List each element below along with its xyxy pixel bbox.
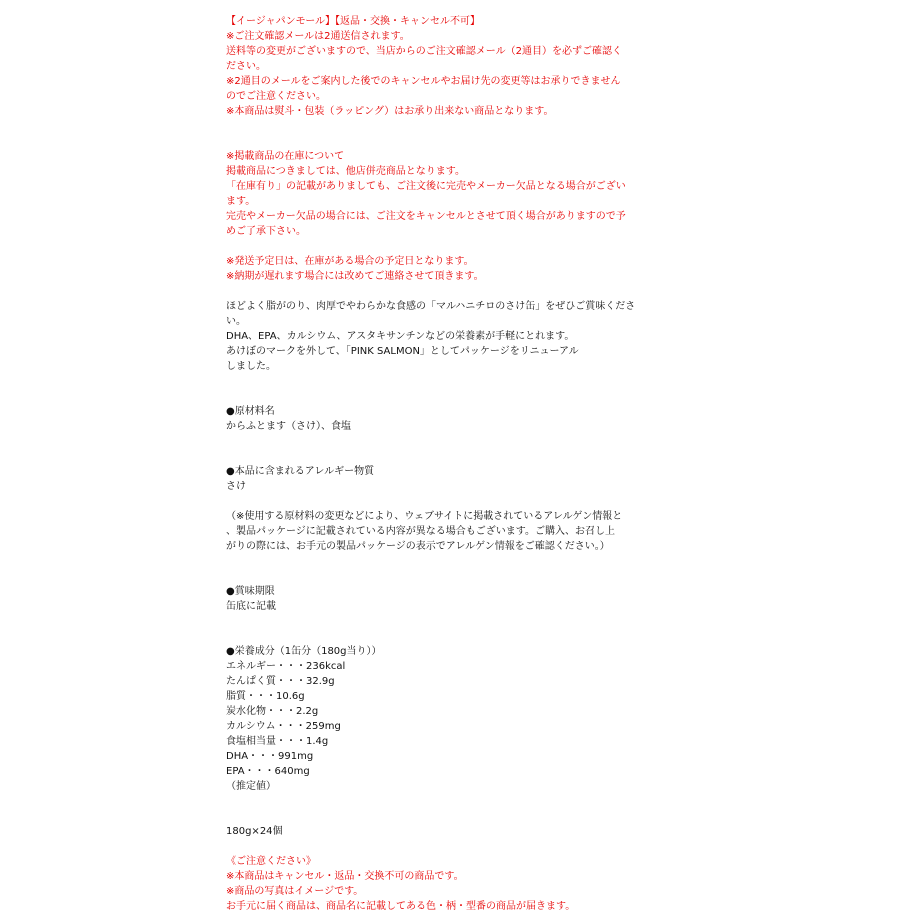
shipping-notice (226, 254, 666, 284)
notice-bottom-line: ※本商品はキャンセル・返品・交換不可の商品です。 (226, 871, 464, 882)
notice-top (226, 14, 666, 119)
notice-line: 送料等の変更がございますので、当店からのご注文確認メール（2通目）を必ずご確認く (226, 46, 622, 57)
notice-line: ※2通目のメールをご案内した後でのキャンセルやお届け先の変更等はお承りできません (226, 76, 621, 87)
intro-line: DHA、EPA、カルシウム、アスタキサンチンなどの栄養素が手軽にとれます。 (226, 331, 575, 342)
notice-line: のでご注意ください。 (226, 91, 326, 102)
notice-bottom-line: ※商品の写真はイメージです。 (226, 886, 364, 897)
nutrition-item: 炭水化物・・・2.2g (226, 706, 319, 717)
notice-bottom-line: 《ご注意ください》 (226, 856, 316, 867)
shipping-notice-line: ※納期が遅れます場合には改めてご連絡させて頂きます。 (226, 271, 484, 282)
intro-line: しました。 (226, 361, 276, 372)
intro-line: あけぼのマークを外して、「PINK SALMON」としてパッケージをリニューアル (226, 346, 579, 357)
expiry-section (226, 584, 666, 614)
ingredients-section (226, 404, 666, 434)
notice-line: ※ご注文確認メールは2通送信されます。 (226, 31, 410, 42)
expiry-value: 缶底に記載 (226, 601, 276, 612)
notice-line: ださい。 (226, 61, 266, 72)
intro-line: ほどよく脂がのり、肉厚でやわらかな食感の「マルハニチロのさけ缶」をぜひご賞味くださ (226, 301, 636, 312)
nutrition-item: たんぱく質・・・32.9g (226, 676, 335, 687)
ingredients-heading: ●原材料名 (226, 406, 275, 417)
notice-bottom (226, 854, 666, 914)
allergy-value: さけ (226, 481, 246, 492)
allergy-note-line: （※使用する原材料の変更などにより、ウェブサイトに掲載されているアレルゲン情報と (226, 511, 623, 522)
stock-notice-line: ※掲載商品の在庫について (226, 151, 345, 162)
notice-line: ※本商品は熨斗・包装（ラッピング）はお承り出来ない商品となります。 (226, 106, 554, 117)
allergy-section (226, 464, 666, 554)
stock-notice-line: 掲載商品につきましては、他店併売商品となります。 (226, 166, 465, 177)
stock-notice-line: ます。 (226, 196, 256, 207)
nutrition-item: 食塩相当量・・・1.4g (226, 736, 329, 747)
allergy-note-line: 、製品パッケージに記載されている内容が異なる場合もございます。ご購入、お召し上 (226, 526, 615, 537)
nutrition-item: EPA・・・640mg (226, 766, 310, 777)
stock-notice-line: 完売やメーカー欠品の場合には、ご注文をキャンセルとさせて頂く場合がありますので予 (226, 211, 626, 222)
stock-notice-line: 「在庫有り」の記載がありましても、ご注文後に完売やメーカー欠品となる場合がござい (226, 181, 626, 192)
stock-notice-line: めご了承下さい。 (226, 226, 306, 237)
expiry-heading: ●賞味期限 (226, 586, 275, 597)
nutrition-item: エネルギー・・・236kcal (226, 661, 346, 672)
nutrition-item: （推定値） (226, 781, 276, 792)
intro-line: い。 (226, 316, 246, 327)
nutrition-item: カルシウム・・・259mg (226, 721, 341, 732)
nutrition-item: DHA・・・991mg (226, 751, 314, 762)
nutrition-heading: ●栄養成分（1缶分（180g当り）） (226, 646, 382, 657)
nutrition-section (226, 644, 666, 794)
nutrition-item: 脂質・・・10.6g (226, 691, 305, 702)
notice-bottom-line: お手元に届く商品は、商品名に記載してある色・柄・型番の商品が届きます。 (226, 901, 576, 912)
package-size: 180g×24個 (226, 826, 283, 837)
product-intro (226, 299, 666, 374)
product-description (226, 14, 666, 914)
notice-line: 【イージャパンモール】【返品・交換・キャンセル不可】 (226, 16, 480, 27)
allergy-note-line: がりの際には、お手元の製品パッケージの表示でアレルゲン情報をご確認ください。） (226, 541, 610, 552)
stock-notice (226, 149, 666, 239)
allergy-heading: ●本品に含まれるアレルギー物質 (226, 466, 375, 477)
ingredients-value: からふとます（さけ）、食塩 (226, 421, 351, 432)
shipping-notice-line: ※発送予定日は、在庫がある場合の予定日となります。 (226, 256, 474, 267)
